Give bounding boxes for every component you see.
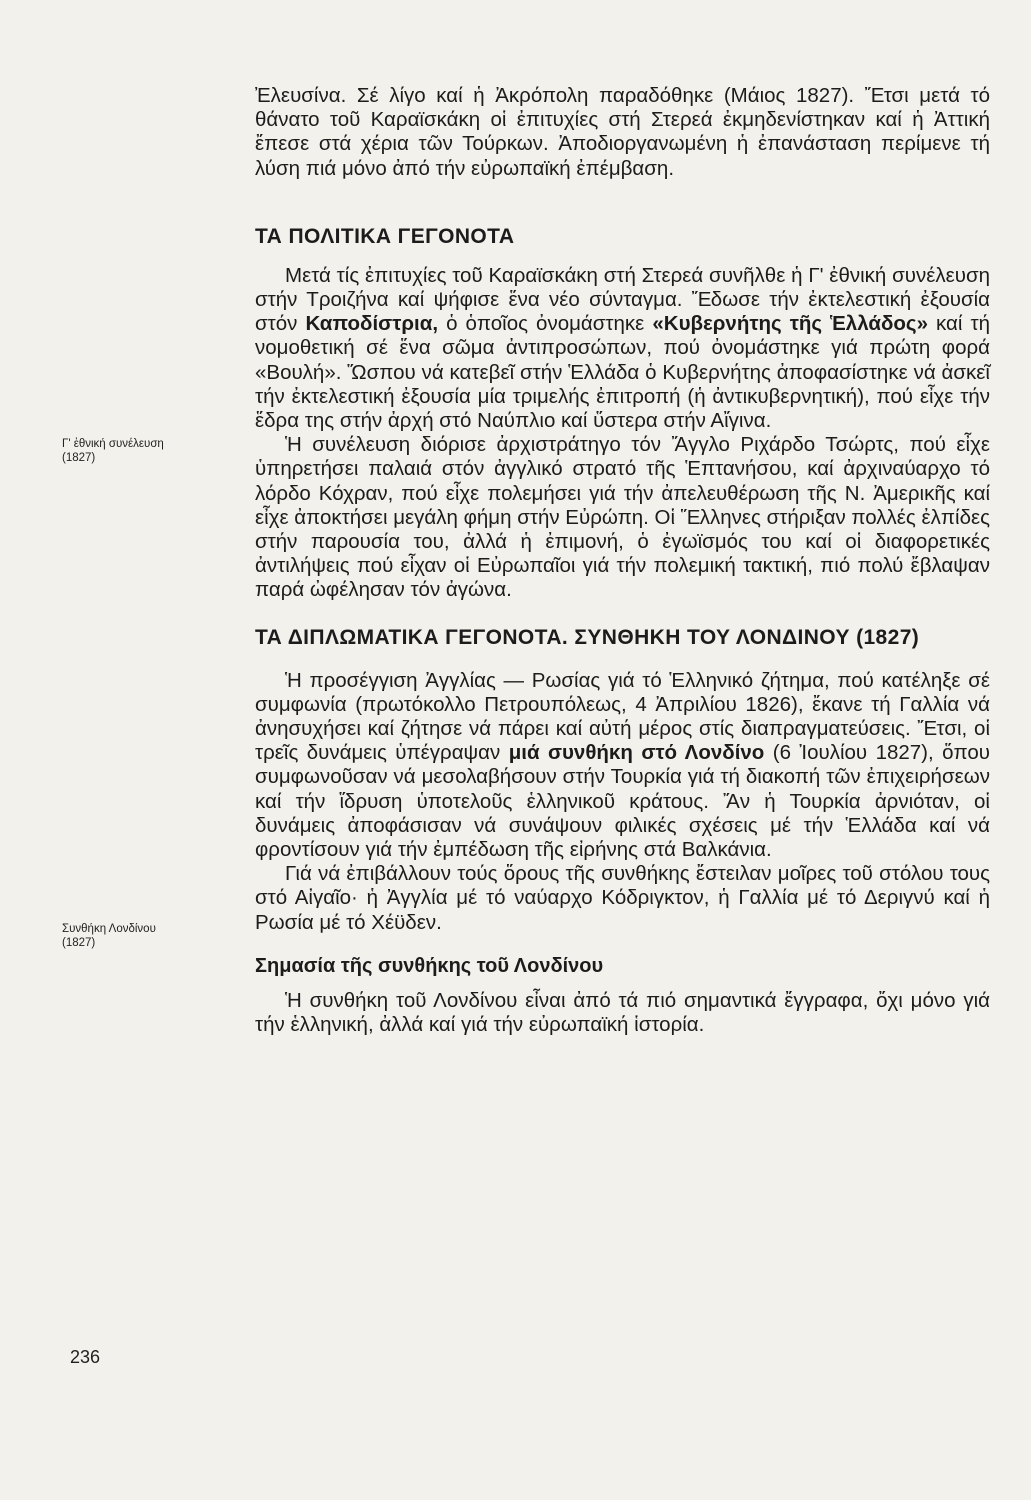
main-text <box>255 84 990 1037</box>
text-run: (6 Ἰουλίου 1827), ὅπου συμφωνοῦσαν νά μεσολαβήσουν στήν Τουρκία γιά τή διακοπή τῶν ἐπιχειρήσεων καί τήν ἵδρυση ὑποτελοῦς ἑλληνικοῦ κράτους. Ἄν ἡ Τουρκία ἀρνιόταν, οἱ δυνάμεις ἀποφάσισαν νά συνάψουν φιλικές σχέσεις μέ τήν Ἑλλάδα καί νά φροντίσουν γιά τήν ἐμπέδωση τῆς εἰρήνης στά Βαλκάνια. <box>255 741 990 862</box>
page-number: 236 <box>70 1347 101 1367</box>
political-paragraph-2: Ἡ συνέλευση διόρισε ἀρχιστράτηγο τόν Ἄγγλο Ριχάρδο Τσώρτς, πού εἶχε ὑπηρετήσει παλαιά στόν ἀγγλικό στρατό τῆς Ἑπτανήσου, καί ἀρχιναύαρχο τό λόρδο Κόχραν, πού εἶχε πολεμήσει γιά τήν ἀπελευθέρωση τῆς Ν. Ἀμερικῆς καί εἶχε ἀποκτήσει μεγάλη φήμη στήν Εὐρώπη. Οἱ Ἕλληνες στήριξαν πολλές ἐλπίδες στήν παρουσία του, ἀλλά ἡ ἐπιμονή, ὁ ἐγωϊσμός του καί οἱ διαφορετικές ἀντιλήψεις πού εἶχαν οἱ Εὐρωπαῖοι γιά τήν πολεμική τακτική, πιό πολύ ἔβλαψαν παρά ὠφέλησαν τόν ἀγώνα. <box>255 433 990 602</box>
diplomatic-paragraph-1 <box>255 669 990 863</box>
text-run: Ἡ προσέγγιση Ἀγγλίας — Ρωσίας γιά τό Ἑλληνικό ζήτημα, πού κατέληξε σέ συμφωνία (πρωτόκολλο Πετρουπόλεως, 4 Ἀπριλίου 1826), ἔκανε τή Γαλλία νά ἀνησυχήσει καί ζήτησε νά πάρει καί αὐτή μέρος στίς διαπραγματεύσεις. Ἔτσι, οἱ τρεῖς δυνάμεις ὑπέγραψαν <box>255 668 990 765</box>
bold-run: μιά συνθήκη στό Λονδίνο <box>508 741 765 765</box>
text-run: καί τή νομοθετική σέ ἕνα σῶμα ἀντιπροσώπων, πού ὀνομάστηκε γιά πρώτη φορά «Βουλή». Ὥσπου νά κατεβεῖ στήν Ἑλλάδα ὁ Κυβερνήτης ἀποφασίστηκε νά ἀσκεῖ τήν ἐκτελεστική ἐξουσία μία τριμελής ἐπιτροπή (ἡ ἀντικυβερνητική), πού εἶχε τήν ἕδρα της στήν ἀρχή στό Ναύπλιο καί ὕστερα στήν Αἴγινα. <box>255 312 990 433</box>
bold-run: Καποδίστρια, <box>305 312 439 336</box>
margin-note-line: Γ' ἐθνική συνέλευση <box>62 438 164 450</box>
significance-heading: Σημασία τῆς συνθήκης τοῦ Λονδίνου <box>255 954 604 977</box>
margin-note-assembly <box>62 437 232 465</box>
bold-run: «Κυβερνήτης τῆς Ἑλλάδος» <box>652 312 928 336</box>
political-heading: ΤΑ ΠΟΛΙΤΙΚΑ ΓΕΓΟΝΟΤΑ <box>255 224 515 248</box>
margin-note-year: (1827) <box>62 452 96 464</box>
significance-paragraph: Ἡ συνθήκη τοῦ Λονδίνου εἶναι ἀπό τά πιό σημαντικά ἔγγραφα, ὄχι μόνο γιά τήν ἑλληνική, ἀλλά καί γιά τήν εὐρωπαϊκή ἱστορία. <box>255 988 990 1037</box>
margin-note-year: (1827) <box>62 937 96 949</box>
text-run: Μετά τίς ἐπιτυχίες τοῦ Καραϊσκάκη στή Στερεά συνῆλθε ἡ Γ' ἐθνική συνέλευση στήν Τροιζήνα καί ψήφισε ἕνα νέο σύνταγμα. Ἔδωσε τήν ἐκτελεστική ἐξουσία στόν <box>255 263 990 336</box>
intro-paragraph: Ἐλευσίνα. Σέ λίγο καί ἡ Ἀκρόπολη παραδόθηκε (Μάιος 1827). Ἔτσι μετά τό θάνατο τοῦ Καραϊσκάκη οἱ ἐπιτυχίες στή Στερεά ἐκμηδενίστηκαν καί ἡ Ἀττική ἔπεσε στά χέρια τῶν Τούρκων. Ἀποδιοργανωμένη ἡ ἐπανάσταση περίμενε τή λύση πιά μόνο ἀπό τήν εὐρωπαϊκή ἐπέμβαση. <box>255 84 990 180</box>
political-paragraph-1 <box>255 264 990 433</box>
text-run: ὁ ὁποῖος ὀνομάστηκε <box>438 312 653 336</box>
diplomatic-heading: ΤΑ ΔΙΠΛΩΜΑΤΙΚΑ ΓΕΓΟΝΟΤΑ. ΣΥΝΘΗΚΗ ΤΟΥ ΛΟΝΔΙΝΟΥ (1827) <box>255 625 920 649</box>
diplomatic-paragraph-2: Γιά νά ἐπιβάλλουν τούς ὅρους τῆς συνθήκης ἔστειλαν μοῖρες τοῦ στόλου τους στό Αἰγαῖο· ἡ Ἀγγλία μέ τό ναύαρχο Κόδριγκτον, ἡ Γαλλία μέ τό Δεριγνύ καί ἡ Ρωσία μέ τό Χέϋδεν. <box>255 862 990 934</box>
margin-note-treaty <box>62 922 232 950</box>
margin-note-line: Συνθήκη Λονδίνου <box>62 923 156 935</box>
